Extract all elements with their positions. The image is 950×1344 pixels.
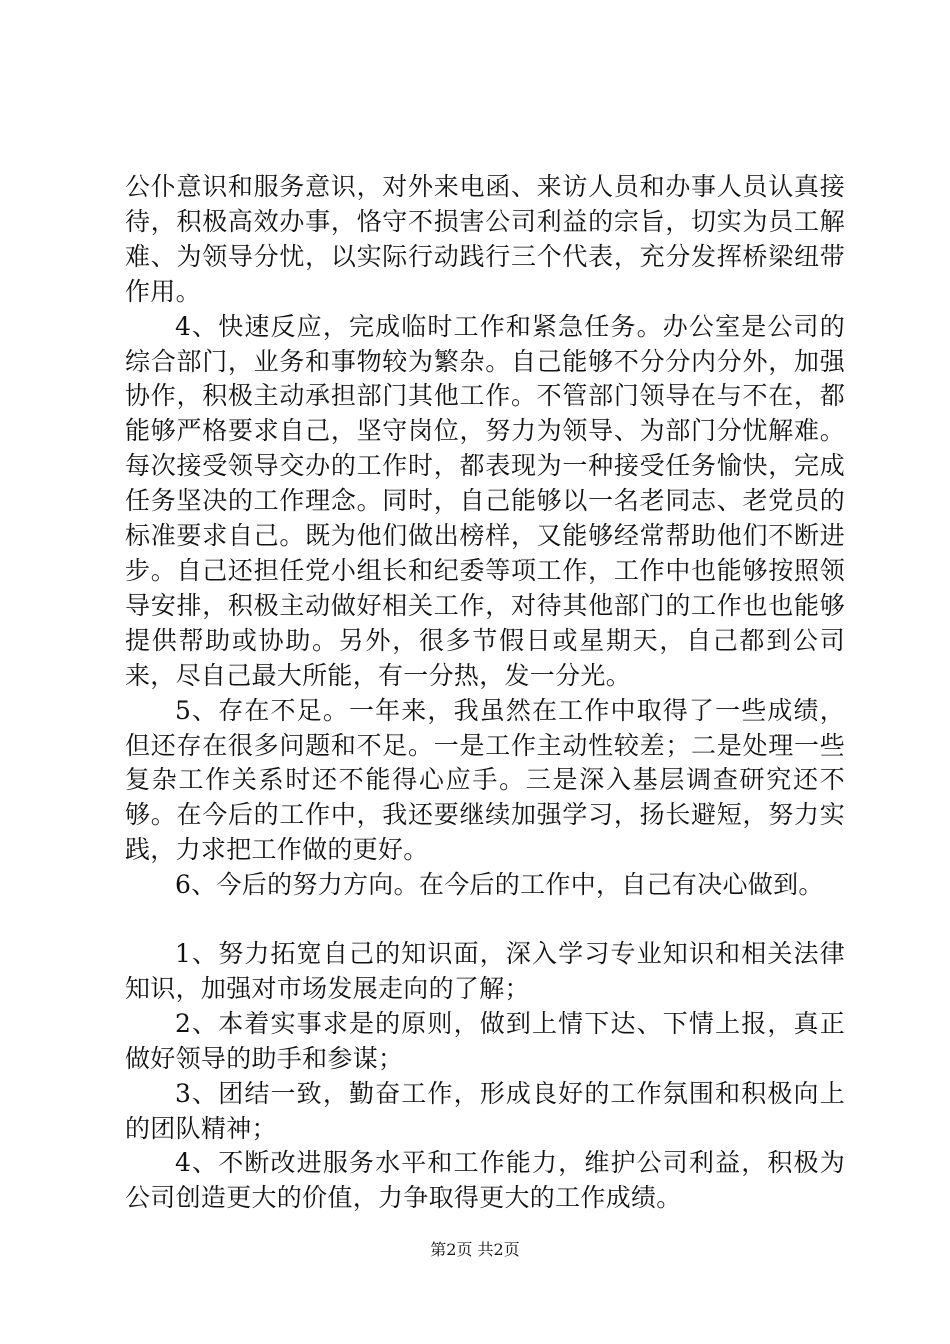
list-item-4: 4、不断改进服务水平和工作能力，维护公司利益，积极为公司创造更大的价值，力争取得更大的工作成绩。 [125, 1148, 845, 1213]
paragraph-continuation: 公仆意识和服务意识，对外来电函、来访人员和办事人员认真接待，积极高效办事，恪守不损害公司利益的宗旨，切实为员工解难、为领导分忧，以实际行动践行三个代表，充分发挥桥梁纽带作用。 [125, 172, 845, 306]
document-body [125, 170, 845, 1216]
list-item-1: 1、努力拓宽自己的知识面，深入学习专业知识和相关法律知识，加强对市场发展走向的了解； [125, 939, 845, 1003]
page-number-footer: 第2页 共2页 [430, 1240, 520, 1259]
paragraph-item-5: 5、存在不足。一年来，我虽然在工作中取得了一些成绩，但还存在很多问题和不足。一是工作主动性较差；二是处理一些复杂工作关系时还不能得心应手。三是深入基层调查研究还不够。在今后的工作中，我还要继续加强学习，扬长避短，努力实践，力求把工作做的更好。 [125, 695, 845, 865]
paragraph-item-4: 4、快速反应，完成临时工作和紧急任务。办公室是公司的综合部门，业务和事物较为繁杂。自己能够不分分内分外，加强协作，积极主动承担部门其他工作。不管部门领导在与不在，都能够严格要求自己，坚守岗位，努力为领导、为部门分忧解难。每次接受领导交办的工作时，都表现为一种接受任务愉快，完成任务坚决的工作理念。同时，自己能够以一名老同志、老党员的标准要求自己。既为他们做出榜样，又能够经常帮助他们不断进步。自己还担任党小组长和纪委等项工作，工作中也能够按照领导安排，积极主动做好相关工作，对待其他部门的工作也也能够提供帮助或协助。另外，很多节假日或星期天，自己都到公司来，尽自己最大所能，有一分热，发一分光。 [125, 311, 845, 690]
list-item-3: 3、团结一致，勤奋工作，形成良好的工作氛围和积极向上的团队精神； [125, 1078, 845, 1143]
list-item-2: 2、本着实事求是的原则，做到上情下达、下情上报，真正做好领导的助手和参谋； [125, 1008, 845, 1073]
blank-line [125, 903, 845, 937]
paragraph-item-6: 6、今后的努力方向。在今后的工作中，自己有决心做到。 [175, 870, 824, 900]
